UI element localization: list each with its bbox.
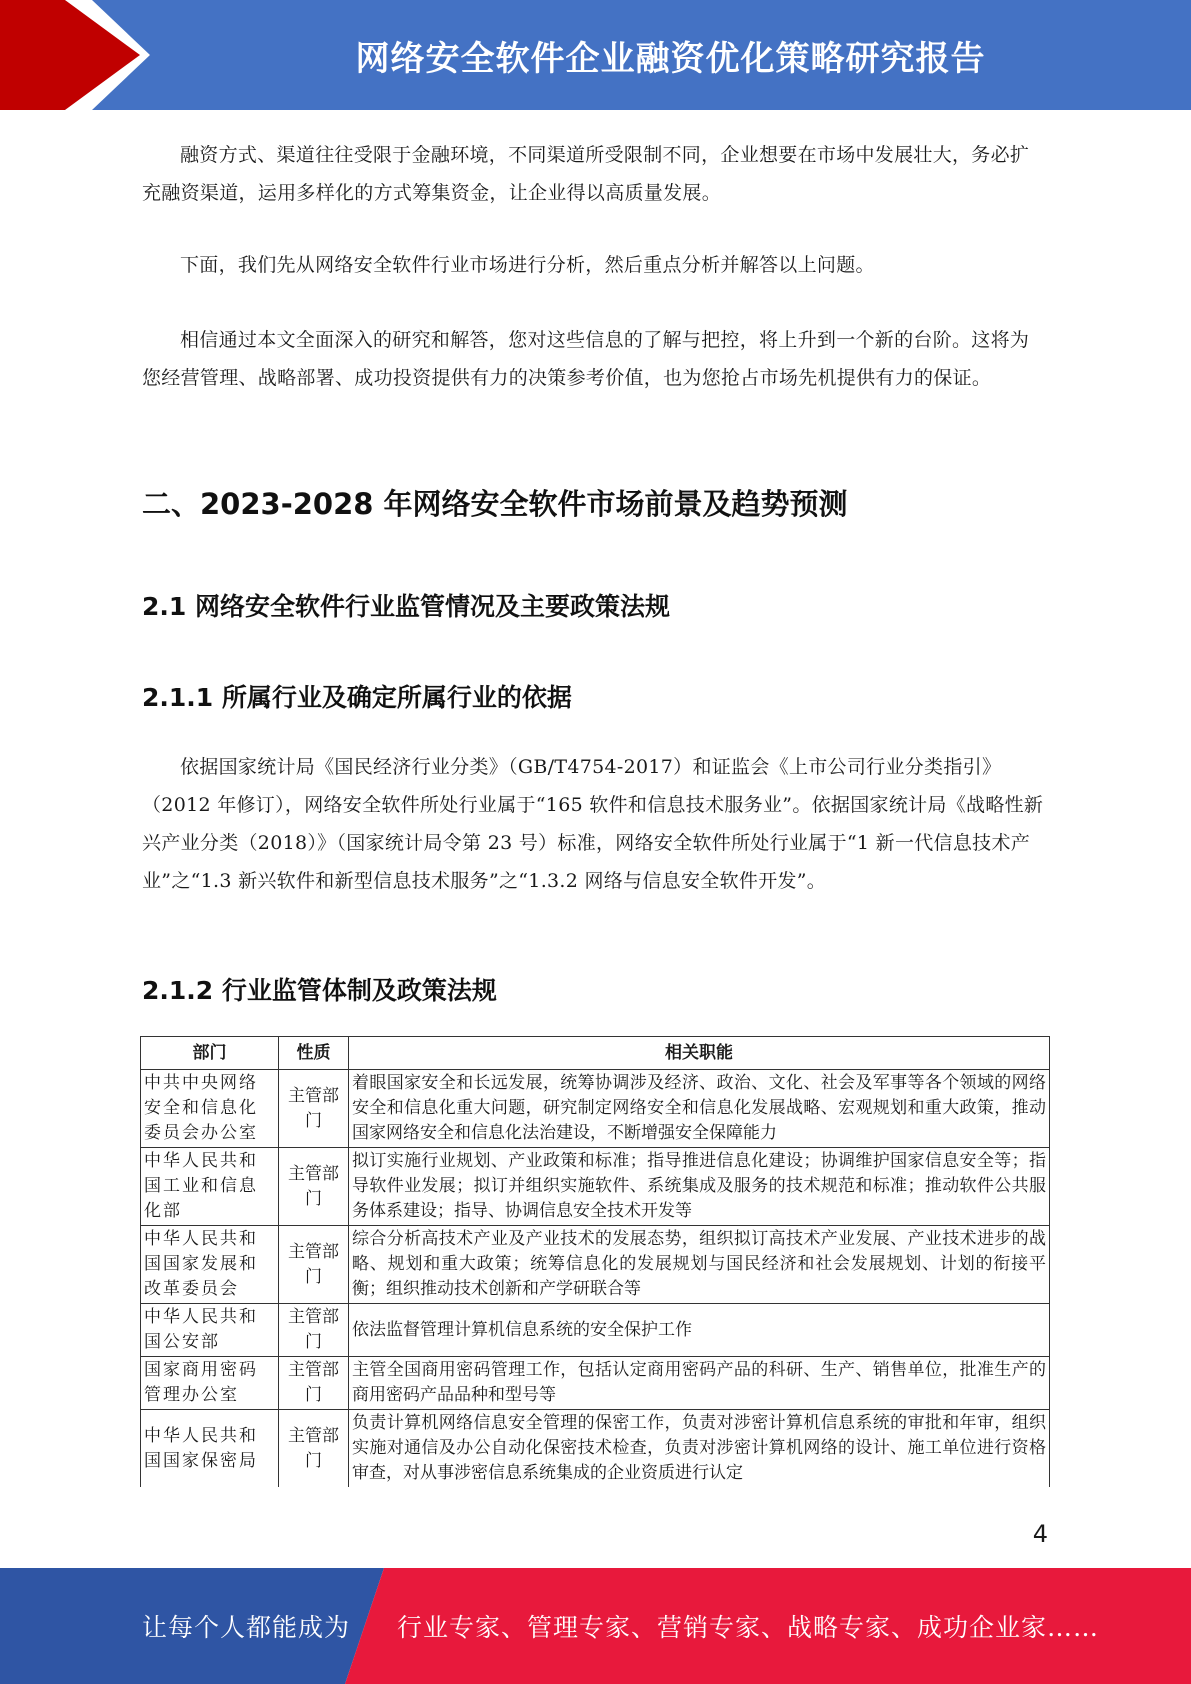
column-header-duty: 相关职能	[349, 1037, 1050, 1070]
duty-cell: 依法监督管理计算机信息系统的安全保护工作	[349, 1304, 1050, 1357]
section-2-1-2-heading: 2.1.2 行业监管体制及政策法规	[142, 976, 497, 1005]
dept-cell: 中华人民共和国国家发展和改革委员会	[141, 1226, 279, 1304]
regulatory-table	[140, 1036, 1050, 1487]
dept-cell: 中华人民共和国公安部	[141, 1304, 279, 1357]
duty-cell: 拟订实施行业规划、产业政策和标准；指导推进信息化建设；协调维护国家信息安全等；指导软件业发展；拟订并组织实施软件、系统集成及服务的技术规范和标准；推动软件公共服务体系建设；指导、协调信息安全技术开发等	[349, 1148, 1050, 1226]
dept-cell: 中共中央网络安全和信息化委员会办公室	[141, 1070, 279, 1148]
section-2-1-1-body: 依据国家统计局《国民经济行业分类》（GB/T4754-2017）和证监会《上市公司行业分类指引》（2012 年修订），网络安全软件所处行业属于“165 软件和信息技术服务业”。依据国家统计局《战略性新兴产业分类（2018）》（国家统计局令第 23 号）标准，网络安全软件所处行业属于“1 新一代信息技术产业”之“1.3 新兴软件和新型信息技术服务”之“1.3.2 网络与信息安全软件开发”。	[142, 756, 1044, 892]
table-row	[141, 1410, 1050, 1488]
header-banner	[0, 0, 1191, 110]
table-header-row	[141, 1037, 1050, 1070]
intro-paragraph-1: 融资方式、渠道往往受限于金融环境，不同渠道所受限制不同，企业想要在市场中发展壮大，务必扩充融资渠道，运用多样化的方式筹集资金，让企业得以高质量发展。	[142, 144, 1030, 204]
table-row	[141, 1148, 1050, 1226]
duty-cell: 着眼国家安全和长远发展，统筹协调涉及经济、政治、文化、社会及军事等各个领域的网络安全和信息化重大问题，研究制定网络安全和信息化发展战略、宏观规划和重大政策，推动国家网络安全和信息化法治建设，不断增强安全保障能力	[349, 1070, 1050, 1148]
table-row	[141, 1357, 1050, 1410]
footer-banner	[0, 1568, 1191, 1684]
nature-cell: 主管部门	[279, 1070, 349, 1148]
dept-cell: 国家商用密码管理办公室	[141, 1357, 279, 1410]
dept-cell: 中华人民共和国国家保密局	[141, 1410, 279, 1488]
table-row	[141, 1304, 1050, 1357]
nature-cell: 主管部门	[279, 1304, 349, 1357]
table-row	[141, 1226, 1050, 1304]
duty-cell: 负责计算机网络信息安全管理的保密工作，负责对涉密计算机信息系统的审批和年审，组织实施对通信及办公自动化保密技术检查，负责对涉密计算机网络的设计、施工单位进行资格审查，对从事涉密信息系统集成的企业资质进行认定	[349, 1410, 1050, 1488]
duty-cell: 主管全国商用密码管理工作，包括认定商用密码产品的科研、生产、销售单位，批准生产的商用密码产品品种和型号等	[349, 1357, 1050, 1410]
duty-cell: 综合分析高技术产业及产业技术的发展态势，组织拟订高技术产业发展、产业技术进步的战略、规划和重大政策；统筹信息化的发展规划与国民经济和社会发展规划、计划的衔接平衡；组织推动技术创新和产学研联合等	[349, 1226, 1050, 1304]
footer-slogan-right: 行业专家、管理专家、营销专家、战略专家、成功企业家……	[397, 1613, 1100, 1642]
nature-cell: 主管部门	[279, 1357, 349, 1410]
nature-cell: 主管部门	[279, 1226, 349, 1304]
intro-paragraph-3: 相信通过本文全面深入的研究和解答，您对这些信息的了解与把控，将上升到一个新的台阶。这将为您经营管理、战略部署、成功投资提供有力的决策参考价值，也为您抢占市场先机提供有力的保证。	[142, 329, 1030, 389]
nature-cell: 主管部门	[279, 1410, 349, 1488]
table-row	[141, 1070, 1050, 1148]
section-2-heading: 二、2023-2028 年网络安全软件市场前景及趋势预测	[142, 487, 848, 521]
dept-cell: 中华人民共和国工业和信息化部	[141, 1148, 279, 1226]
column-header-nature: 性质	[279, 1037, 349, 1070]
section-2-1-1-heading: 2.1.1 所属行业及确定所属行业的依据	[142, 683, 572, 712]
footer-slogan-left: 让每个人都能成为	[142, 1613, 351, 1642]
intro-paragraph-2: 下面，我们先从网络安全软件行业市场进行分析，然后重点分析并解答以上问题。	[180, 254, 875, 276]
section-2-1-heading: 2.1 网络安全软件行业监管情况及主要政策法规	[142, 592, 670, 621]
column-header-dept: 部门	[141, 1037, 279, 1070]
page-number: 4	[1032, 1520, 1048, 1548]
nature-cell: 主管部门	[279, 1148, 349, 1226]
report-title: 网络安全软件企业融资优化策略研究报告	[355, 38, 986, 79]
